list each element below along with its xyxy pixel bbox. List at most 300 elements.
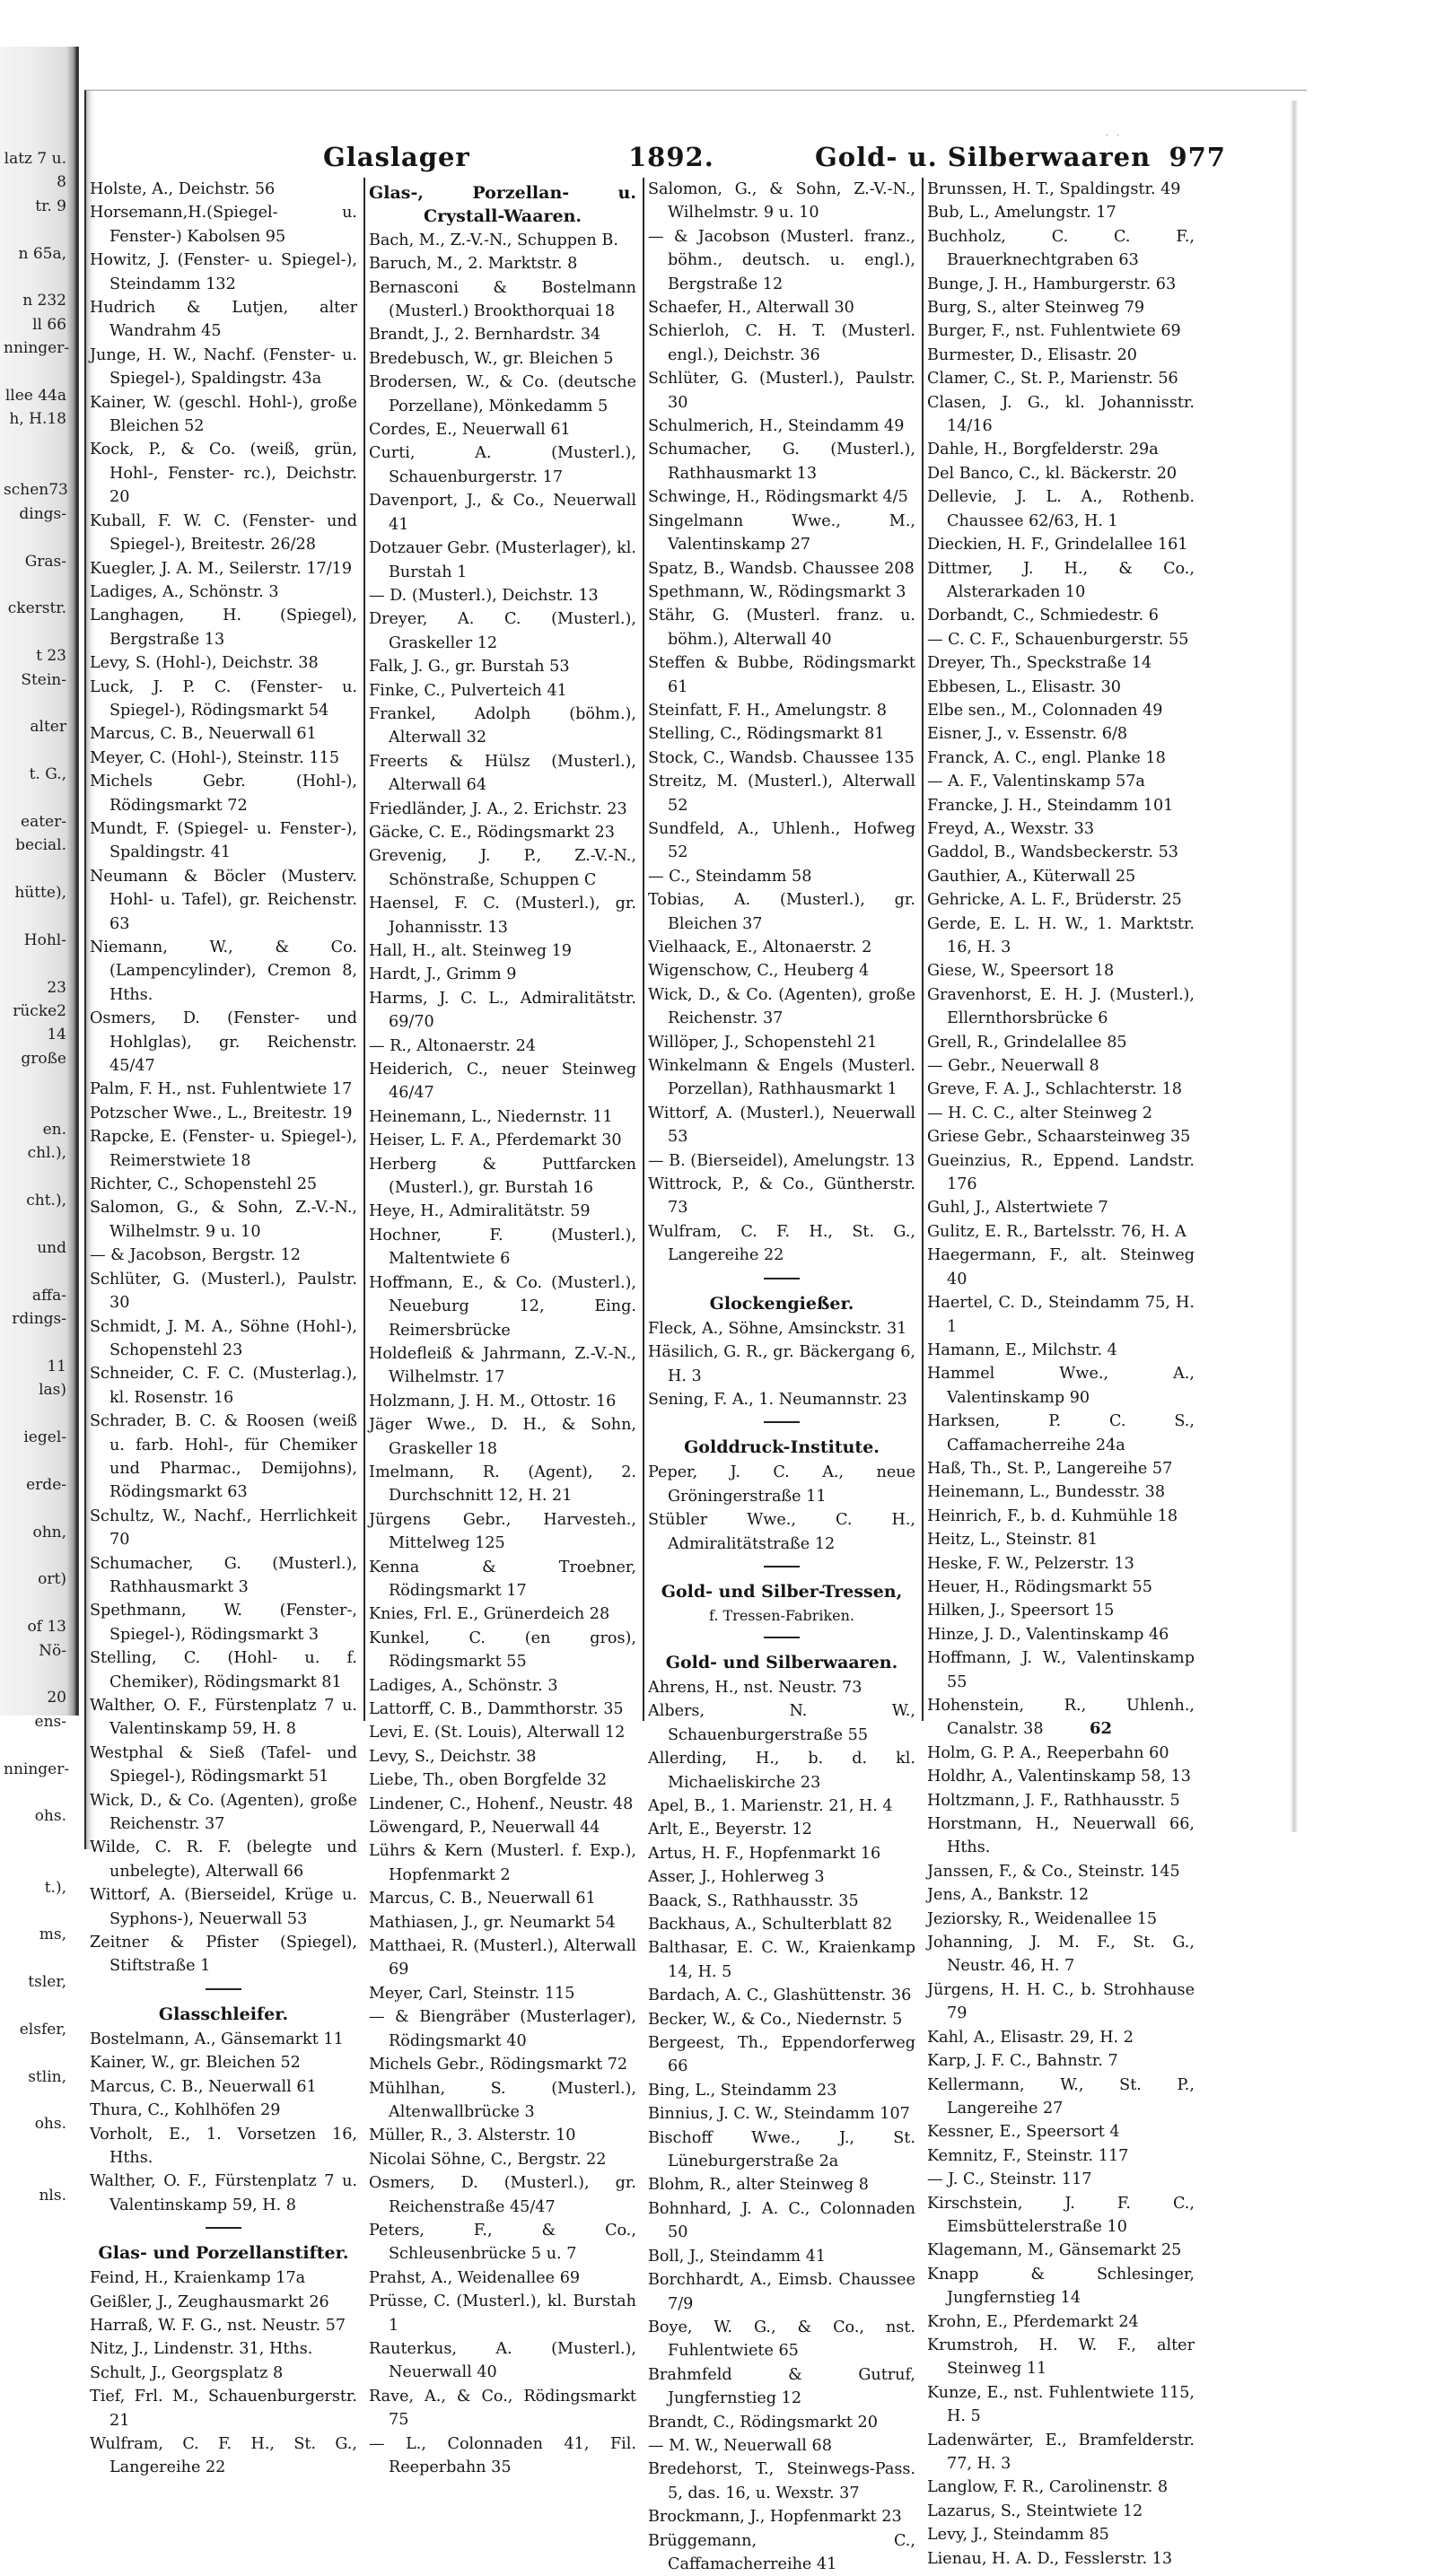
directory-entry: Rapcke, E. (Fenster- u. Spiegel-), Reimerstwiete 18 xyxy=(90,1128,357,1170)
directory-entry: Hoffmann, J. W., Valentinskamp 55 xyxy=(927,1649,1195,1691)
directory-entry: Lazarus, S., Steintwiete 12 xyxy=(927,2502,1143,2520)
directory-entry: Wick, D., & Co. (Agenten), große Reichenstr. 37 xyxy=(90,1791,357,1834)
directory-entry: Holste, A., Deichstr. 56 xyxy=(90,180,276,198)
listing-columns xyxy=(90,178,1203,2573)
directory-entry: Boll, J., Steindamm 41 xyxy=(648,2247,827,2266)
directory-entry: Hinze, J. D., Valentinskamp 46 xyxy=(927,1625,1169,1644)
spine-fragment xyxy=(4,858,66,881)
spine-fragment xyxy=(4,266,66,289)
spine-fragment: ohn, xyxy=(32,1523,66,1541)
directory-entry: Gehricke, A. L. F., Brüderstr. 25 xyxy=(927,891,1182,910)
directory-entry: Grell, R., Grindelallee 85 xyxy=(927,1033,1127,1052)
directory-entry: Dreyer, A. C. (Musterl.), Graskeller 12 xyxy=(369,610,636,652)
directory-entry: Horstmann, H., Neuerwall 66, Hths. xyxy=(927,1815,1195,1857)
directory-entry: Hoffmann, E., & Co. (Musterl.), Neueburg 12, Eing. Reimersbrücke xyxy=(369,1273,636,1340)
spine-fragment xyxy=(4,218,66,241)
directory-entry: Löwengard, P., Neuerwall 44 xyxy=(369,1819,600,1838)
directory-entry: Kuegler, J. A. M., Seilerstr. 17/19 xyxy=(90,559,353,578)
column-3 xyxy=(648,178,915,2573)
directory-entry: Kirschstein, J. F. C., Eimsbüttelerstraße 10 xyxy=(927,2194,1195,2236)
directory-entry: Karp, J. F. C., Bahnstr. 7 xyxy=(927,2052,1118,2071)
spine-fragment xyxy=(4,455,66,478)
directory-entry: Jürgens, H. H. C., b. Strohhause 79 xyxy=(927,1980,1195,2023)
directory-entry: Howitz, J. (Fenster- u. Spiegel-), Steindamm 132 xyxy=(90,251,357,293)
directory-entry: Heinrich, F., b. d. Kuhmühle 18 xyxy=(927,1506,1178,1525)
directory-entry: Freyd, A., Wexstr. 33 xyxy=(927,819,1095,838)
directory-entry: Asser, J., Hohlerweg 3 xyxy=(648,1868,825,1887)
column-rule xyxy=(643,178,644,1721)
directory-entry: Hardt, J., Grimm 9 xyxy=(369,965,517,984)
directory-entry: — C., Steindamm 58 xyxy=(648,867,812,886)
spine-fragment: ms, xyxy=(39,1925,66,1944)
spine-fragment: schen73 xyxy=(4,481,68,500)
directory-entry: Brüggemann, C., Caffamacherreihe 41 xyxy=(648,2531,915,2573)
directory-entry: Albers, N. W., Schauenburgerstraße 55 xyxy=(648,1702,915,1744)
directory-entry: Meyer, Carl, Steinstr. 115 xyxy=(369,1984,575,2003)
directory-entry: Stelling, C. (Hohl- u. f. Chemiker), Rödingsmarkt 81 xyxy=(90,1649,357,1691)
spine-fragment xyxy=(4,1070,66,1094)
directory-entry: Potzscher Wwe., L., Breitestr. 19 xyxy=(90,1104,353,1122)
directory-entry: — B. (Bierseidel), Amelungstr. 13 xyxy=(648,1151,915,1170)
section-heading: Gold- und Silber-Tressen, xyxy=(661,1581,903,1602)
spine-fragment: 14 xyxy=(47,1026,66,1044)
directory-entry: Lattorff, C. B., Dammthorstr. 35 xyxy=(369,1700,624,1718)
directory-entry: Dieckien, H. F., Grindelallee 161 xyxy=(927,536,1188,554)
directory-entry: Krohn, E., Pferdemarkt 24 xyxy=(927,2312,1139,2331)
directory-entry: Jeziorsky, R., Weidenallee 15 xyxy=(927,1909,1158,1928)
directory-entry: Harms, J. C. L., Admiralitätstr. 69/70 xyxy=(369,989,636,1032)
print-specks: · · xyxy=(1106,131,1123,141)
directory-entry: Michels Gebr., Rödingsmarkt 72 xyxy=(369,2056,628,2074)
section-heading: Glasschleifer. xyxy=(158,2004,289,2024)
directory-entry: Mühlhan, S. (Musterl.), Altenwallbrücke 3 xyxy=(369,2079,636,2121)
directory-entry: Freerts & Hülsz (Musterl.), Alterwall 64 xyxy=(369,752,636,795)
directory-entry: Levy, S., Deichstr. 38 xyxy=(369,1747,537,1766)
directory-entry: Rave, A., & Co., Rödingsmarkt 75 xyxy=(369,2387,636,2430)
spine-fragment: und xyxy=(37,1238,66,1257)
spine-fragment: 8 xyxy=(57,173,66,192)
spine-fragment: Stein- xyxy=(21,670,66,689)
spine-fragment xyxy=(4,1994,66,2017)
directory-entry: Davenport, J., & Co., Neuerwall 41 xyxy=(369,492,636,534)
spine-fragment xyxy=(4,1544,66,1567)
spine-fragment: 23 xyxy=(47,978,66,997)
section-heading: Glas-, Porzellan- u. Crystall-Waaren. xyxy=(369,183,636,227)
directory-entry: Michels Gebr. (Hohl-), Rödingsmarkt 72 xyxy=(90,773,357,815)
spine-fragment xyxy=(4,692,66,715)
section-separator xyxy=(764,1637,800,1638)
header-right-category: Gold- u. Silberwaaren xyxy=(815,142,1151,172)
directory-entry: Hall, H., alt. Steinweg 19 xyxy=(369,942,572,960)
spine-fragment: nninger- xyxy=(4,1760,70,1778)
directory-entry: Holdefleiß & Jahrmann, Z.-V.-N., Wilhelmstr. 17 xyxy=(369,1344,636,1387)
spine-fragment xyxy=(4,1852,66,1875)
directory-entry: Marcus, C. B., Neuerwall 61 xyxy=(90,2077,317,2096)
directory-entry: Hilken, J., Speersort 15 xyxy=(927,1602,1115,1620)
spine-fragment xyxy=(4,2207,66,2231)
directory-entry: Bardach, A. C., Glashüttenstr. 36 xyxy=(648,1987,912,2005)
spine-fragment: Gras- xyxy=(24,552,66,571)
directory-entry: Levy, S. (Hohl-), Deichstr. 38 xyxy=(90,654,319,673)
spine-fragment: elsfer, xyxy=(19,2020,66,2039)
directory-entry: Stelling, C., Rödingsmarkt 81 xyxy=(648,725,885,744)
directory-entry: Arlt, E., Beyerstr. 12 xyxy=(648,1821,812,1839)
spine-fragment: 11 xyxy=(47,1357,66,1375)
spine-fragment: n 232 xyxy=(22,292,66,310)
directory-entry: Allerding, H., b. d. kl. Michaeliskirche 23 xyxy=(648,1750,915,1792)
directory-entry: Heinemann, L., Bundesstr. 38 xyxy=(927,1483,1166,1502)
directory-entry: Wulfram, C. F. H., St. G., Langereihe 22 xyxy=(648,1222,915,1265)
directory-entry: Palm, F. H., nst. Fuhlentwiete 17 xyxy=(90,1080,353,1099)
directory-entry: Kainer, W. (geschl. Hohl-), große Bleichen 52 xyxy=(90,393,357,436)
directory-entry: Dittmer, J. H., & Co., Alsterarkaden 10 xyxy=(927,559,1195,601)
section-subheading: f. Tressen-Fabriken. xyxy=(708,1606,855,1624)
directory-entry: Gauthier, A., Küterwall 25 xyxy=(927,867,1136,886)
section-separator xyxy=(206,2227,241,2229)
spine-fragment xyxy=(4,1592,66,1615)
spine-fragment: cht.), xyxy=(26,1192,66,1210)
spine-fragment: rücke2 xyxy=(13,1002,66,1021)
spine-fragment: las) xyxy=(39,1381,66,1400)
directory-entry: — M. W., Neuerwall 68 xyxy=(648,2436,832,2455)
directory-entry: Klagemann, M., Gänsemarkt 25 xyxy=(927,2241,1182,2260)
directory-entry: Ladenwärter, E., Bramfelderstr. 77, H. 3 xyxy=(927,2431,1195,2473)
section-separator xyxy=(764,1421,800,1423)
spine-fragment xyxy=(4,526,66,549)
spine-fragment: ll 66 xyxy=(32,315,66,334)
directory-entry: Burmester, D., Elisastr. 20 xyxy=(927,345,1137,364)
directory-entry: Marcus, C. B., Neuerwall 61 xyxy=(369,1890,596,1908)
directory-entry: — R., Altonaerstr. 24 xyxy=(369,1036,536,1055)
directory-entry: Fleck, A., Söhne, Amsinckstr. 31 xyxy=(648,1319,907,1338)
directory-entry: Rauterkus, A. (Musterl.), Neuerwall 40 xyxy=(369,2339,636,2382)
directory-entry: Bohnhard, J. A. C., Colonnaden 50 xyxy=(648,2199,915,2242)
directory-entry: Janssen, F., & Co., Steinstr. 145 xyxy=(927,1862,1180,1881)
directory-entry: Heye, H., Admiralitätstr. 59 xyxy=(369,1202,591,1221)
spine-fragment xyxy=(4,1947,66,1970)
directory-entry: Kessner, E., Speersort 4 xyxy=(927,2123,1120,2142)
directory-entry: Mundt, F. (Spiegel- u. Fenster-), Spaldingstr. 41 xyxy=(90,819,357,862)
directory-entry: Jürgens Gebr., Harvesteh., Mittelweg 125 xyxy=(369,1510,636,1553)
directory-entry: Kahl, A., Elisastr. 29, H. 2 xyxy=(927,2028,1134,2047)
directory-entry: Haertel, C. D., Steindamm 75, H. 1 xyxy=(927,1294,1195,1336)
directory-entry: Geißler, J., Zeughausmarkt 26 xyxy=(90,2292,329,2311)
directory-entry: Schneider, C. F. C. (Musterlag.), kl. Rosenstr. 16 xyxy=(90,1365,357,1407)
directory-entry: Kuball, F. W. C. (Fenster- und Spiegel-), Breitestr. 26/28 xyxy=(90,511,357,554)
spine-fragment xyxy=(4,1449,66,1472)
directory-entry: Müller, R., 3. Alsterstr. 10 xyxy=(369,2126,576,2145)
directory-entry: Falk, J. G., gr. Burstah 53 xyxy=(369,658,570,677)
spine-text-fragments xyxy=(4,147,70,2231)
directory-entry: Guhl, J., Alstertwiete 7 xyxy=(927,1199,1108,1218)
directory-entry: Blohm, R., alter Steinweg 8 xyxy=(648,2176,869,2195)
spine-fragment: iegel- xyxy=(23,1428,66,1447)
column-rule xyxy=(363,178,365,1721)
spine-fragment: nninger- xyxy=(4,339,70,358)
book-spine-left-page xyxy=(0,47,79,2205)
directory-entry: — L., Colonnaden 41, Fil. Reeperbahn 35 xyxy=(369,2434,636,2476)
directory-entry: Spethmann, W., Rödingsmarkt 3 xyxy=(648,582,906,601)
spine-fragment xyxy=(4,2089,66,2112)
directory-entry: Holzmann, J. H. M., Ottostr. 16 xyxy=(369,1392,617,1410)
directory-entry: Hammel Wwe., A., Valentinskamp 90 xyxy=(927,1365,1195,1407)
directory-entry: Holdhr, A., Valentinskamp 58, 13 xyxy=(927,1768,1191,1786)
spine-fragment: ort) xyxy=(38,1570,66,1589)
directory-entry: Kellermann, W., St. P., Langereihe 27 xyxy=(927,2075,1195,2118)
spine-fragment: t 23 xyxy=(36,647,66,666)
directory-entry: Stähr, G. (Musterl. franz. u. böhm.), Alterwall 40 xyxy=(648,607,915,649)
spine-fragment xyxy=(4,1899,66,1923)
spine-fragment: en. xyxy=(42,1121,66,1140)
spine-fragment xyxy=(4,1166,66,1189)
directory-entry: Harraß, W. F. G., nst. Neustr. 57 xyxy=(90,2316,346,2335)
directory-entry: Liebe, Th., oben Borgfelde 32 xyxy=(369,1771,608,1790)
header-year: 1892. xyxy=(628,142,714,172)
directory-entry: Bach, M., Z.-V.-N., Schuppen B. xyxy=(369,231,618,249)
spine-fragment: rdings- xyxy=(12,1310,66,1329)
directory-entry: Becker, W., & Co., Niedernstr. 5 xyxy=(648,2010,903,2029)
section-separator xyxy=(206,1988,241,1990)
column-4 xyxy=(927,178,1195,2568)
directory-entry: Kemnitz, F., Steinstr. 117 xyxy=(927,2146,1129,2165)
directory-entry: Johanning, J. M. F., St. G., Neustr. 46, H. 7 xyxy=(927,1934,1195,1976)
spine-fragment: affa- xyxy=(31,1286,66,1305)
directory-entry: Bredehorst, T., Steinwegs-Pass. 5, das. 16, u. Wexstr. 37 xyxy=(648,2460,915,2502)
directory-entry: Junge, H. W., Nachf. (Fenster- u. Spiegel-), Spaldingstr. 43a xyxy=(90,345,357,389)
directory-entry: Nitz, J., Lindenstr. 31, Hths. xyxy=(90,2340,313,2359)
directory-entry: Gulitz, E. R., Bartelsstr. 76, H. A xyxy=(927,1222,1186,1241)
directory-entry: Gerde, E. L. H. W., 1. Marktstr. 16, H. 3 xyxy=(927,914,1195,956)
directory-entry: Vorholt, E., 1. Vorsetzen 16, Hths. xyxy=(90,2125,357,2167)
directory-entry: Heinemann, L., Niedernstr. 11 xyxy=(369,1107,613,1126)
directory-entry: Schumacher, G. (Musterl.), Rathhausmarkt 3 xyxy=(90,1554,357,1596)
spine-fragment: Hohl- xyxy=(23,930,66,949)
directory-entry: Dotzauer Gebr. (Musterlager), kl. Burstah 1 xyxy=(369,539,636,581)
spine-fragment: t.), xyxy=(44,1878,66,1897)
directory-entry: Kunze, E., nst. Fuhlentwiete 115, H. 5 xyxy=(927,2383,1195,2426)
directory-entry: Westphal & Sieß (Tafel- und Spiegel-), Rödingsmarkt 51 xyxy=(90,1743,357,1786)
spine-fragment xyxy=(4,2041,66,2065)
directory-entry: Jäger Wwe., D. H., & Sohn, Graskeller 18 xyxy=(369,1416,636,1458)
spine-fragment: große xyxy=(21,1049,66,1068)
directory-entry: Schwinge, H., Rödingsmarkt 4/5 xyxy=(648,488,908,507)
directory-entry: Bunge, J. H., Hamburgerstr. 63 xyxy=(927,275,1177,293)
section-heading: Golddruck-Institute. xyxy=(684,1437,880,1458)
spine-fragment xyxy=(4,787,66,810)
directory-entry: Artus, H. F., Hopfenmarkt 16 xyxy=(648,1844,881,1863)
directory-entry: Friedländer, J. A., 2. Erichstr. 23 xyxy=(369,799,627,818)
directory-entry: Spethmann, W. (Fenster-, Spiegel-), Rödingsmarkt 3 xyxy=(90,1602,357,1644)
directory-entry: Meyer, C. (Hohl-), Steinstr. 115 xyxy=(90,748,340,767)
spine-fragment xyxy=(4,1260,66,1283)
directory-entry: Schumacher, G. (Musterl.), Rathhausmarkt 13 xyxy=(648,441,915,483)
directory-entry: Neumann & Böcler (Musterv. Hohl- u. Tafel), gr. Reichenstr. 63 xyxy=(90,867,357,933)
spine-fragment: tsler, xyxy=(28,1973,66,1992)
running-header xyxy=(323,136,1226,174)
directory-entry: Dorbandt, C., Schmiedestr. 6 xyxy=(927,607,1159,625)
page-number: 977 xyxy=(1169,142,1226,172)
directory-entry: Zeitner & Pfister (Spiegel), Stiftstraße 1 xyxy=(90,1934,357,1976)
spine-fragment xyxy=(4,2136,66,2160)
directory-entry: Borchhardt, A., Eimsb. Chaussee 7/9 xyxy=(648,2271,915,2313)
spine-fragment xyxy=(4,1829,66,1852)
directory-entry: Langhagen, H. (Spiegel), Bergstraße 13 xyxy=(90,607,357,649)
directory-entry: Greve, F. A. J., Schlachterstr. 18 xyxy=(927,1080,1182,1099)
spine-fragment xyxy=(4,621,66,644)
directory-entry: Heske, F. W., Pelzerstr. 13 xyxy=(927,1554,1134,1573)
section-heading: Gold- und Silberwaaren. xyxy=(665,1652,898,1672)
spine-fragment: chl.), xyxy=(27,1144,66,1163)
directory-entry: Krumstroh, H. W. F., alter Steinweg 11 xyxy=(927,2336,1195,2379)
directory-entry: Wittrock, P., & Co., Güntherstr. 73 xyxy=(648,1175,915,1218)
spine-fragment: hütte), xyxy=(14,884,66,903)
spine-fragment: n 65a, xyxy=(18,244,66,263)
directory-entry: Winkelmann & Engels (Musterl. Porzellan), Rathhausmarkt 1 xyxy=(648,1057,915,1099)
directory-entry: Schierloh, C. H. T. (Musterl. engl.), Deichstr. 36 xyxy=(648,322,915,364)
directory-entry: Niemann, W., & Co. (Lampencylinder), Cremon 8, Hths. xyxy=(90,939,357,1004)
directory-entry: — & Jacobson (Musterl. franz., böhm., deutsch. u. engl.), Bergstraße 12 xyxy=(648,227,915,293)
directory-entry: Haegermann, F., alt. Steinweg 40 xyxy=(927,1246,1195,1288)
spine-fragment: nls. xyxy=(39,2186,66,2205)
directory-entry: Wulfram, C. F. H., St. G., Langereihe 22 xyxy=(90,2434,357,2477)
directory-entry: — & Jacobson, Bergstr. 12 xyxy=(90,1246,301,1265)
directory-entry: Eisner, J., v. Essenstr. 6/8 xyxy=(927,725,1128,744)
directory-entry: Ladiges, A., Schönstr. 3 xyxy=(369,1676,558,1695)
directory-entry: Harksen, P. C. S., Caffamacherreihe 24a xyxy=(927,1412,1195,1454)
directory-entry: Baack, S., Rathhausstr. 35 xyxy=(648,1891,859,1910)
directory-entry: Stübler Wwe., C. H., Admiralitätstraße 12 xyxy=(648,1511,915,1553)
directory-entry: Schmidt, J. M. A., Söhne (Hohl-), Schopenstehl 23 xyxy=(90,1317,357,1359)
spine-fragment xyxy=(4,1332,66,1355)
column-rule xyxy=(922,178,924,1721)
section-separator xyxy=(764,1278,800,1279)
spine-fragment: llee 44a xyxy=(4,386,66,405)
directory-entry: Schult, J., Georgsplatz 8 xyxy=(90,2363,284,2382)
directory-entry: Haß, Th., St. P., Langereihe 57 xyxy=(927,1459,1173,1478)
directory-entry: Schaefer, H., Alterwall 30 xyxy=(648,299,854,318)
directory-entry: Wilde, C. R. F. (belegte und unbelegte), Alterwall 66 xyxy=(90,1838,357,1881)
directory-entry: Hudrich & Lutjen, alter Wandrahm 45 xyxy=(90,299,357,341)
directory-entry: Lindener, C., Hohenf., Neustr. 48 xyxy=(369,1794,634,1813)
section-separator xyxy=(764,1566,800,1567)
section-heading: Glockengießer. xyxy=(709,1293,854,1314)
spine-fragment xyxy=(4,739,66,763)
directory-entry: Knies, Frl. E., Grünerdeich 28 xyxy=(369,1605,610,1624)
page-edge xyxy=(1291,100,1298,1832)
directory-entry: Stock, C., Wandsb. Chaussee 135 xyxy=(648,748,915,767)
directory-entry: Prüsse, C. (Musterl.), kl. Burstah 1 xyxy=(369,2292,636,2335)
directory-entry: Brandt, J., 2. Bernhardstr. 34 xyxy=(369,326,601,345)
spine-fragment: alter xyxy=(30,718,66,737)
directory-entry: Schulmerich, H., Steindamm 49 xyxy=(648,417,905,436)
directory-entry: Prahst, A., Weidenallee 69 xyxy=(369,2268,581,2287)
directory-entry: Imelmann, R. (Agent), 2. Durchschnitt 12, H. 21 xyxy=(369,1463,636,1506)
directory-entry: Gravenhorst, E. H. J. (Musterl.), Ellernthorsbrücke 6 xyxy=(927,985,1195,1028)
directory-entry: — Gebr., Neuerwall 8 xyxy=(927,1057,1099,1076)
directory-entry: Jens, A., Bankstr. 12 xyxy=(927,1886,1090,1905)
directory-entry: Levy, J., Steindamm 85 xyxy=(927,2526,1109,2545)
directory-entry: Bredebusch, W., gr. Bleichen 5 xyxy=(369,349,614,368)
directory-entry: Bernasconi & Bostelmann (Musterl.) Brookthorquai 18 xyxy=(369,278,636,321)
directory-entry: Vielhaack, E., Altonaerstr. 2 xyxy=(648,939,872,956)
directory-entry: Balthasar, E. C. W., Kraienkamp 14, H. 5 xyxy=(648,1939,915,1981)
directory-entry: Heiser, L. F. A., Pferdemarkt 30 xyxy=(369,1131,622,1150)
directory-entry: Langlow, F. R., Carolinenstr. 8 xyxy=(927,2478,1169,2497)
directory-entry: Bergeest, Th., Eppendorferweg 66 xyxy=(648,2034,915,2076)
directory-entry: Ebbesen, L., Elisastr. 30 xyxy=(927,677,1121,696)
directory-entry: Steinfatt, F. H., Amelungstr. 8 xyxy=(648,701,887,720)
directory-entry: Salomon, G., & Sohn, Z.-V.-N., Wilhelmstr. 9 u. 10 xyxy=(90,1199,357,1241)
directory-entry: Burger, F., nst. Fuhlentwiete 69 xyxy=(927,322,1181,341)
spine-fragment xyxy=(4,1402,66,1426)
directory-entry: Elbe sen., M., Colonnaden 49 xyxy=(927,701,1163,720)
directory-entry: Brockmann, J., Hopfenmarkt 23 xyxy=(648,2508,902,2527)
directory-entry: Dahle, H., Borgfelderstr. 29a xyxy=(927,441,1159,459)
directory-entry: Steffen & Bubbe, Rödingsmarkt 61 xyxy=(648,654,915,696)
directory-entry: Del Banco, C., kl. Bäckerstr. 20 xyxy=(927,464,1178,483)
spine-fragment: eater- xyxy=(21,812,66,831)
spine-fragment: tr. 9 xyxy=(35,196,66,215)
directory-entry: Wittorf, A. (Bierseidel, Krüge u. Syphons-), Neuerwall 53 xyxy=(90,1886,357,1928)
directory-entry: Richter, C., Schopenstehl 25 xyxy=(90,1175,318,1194)
spine-fragment xyxy=(4,573,66,597)
directory-entry: Wick, D., & Co. (Agenten), große Reichenstr. 37 xyxy=(648,985,915,1028)
directory-entry: Buchholz, C. C. F., Brauerknechtgraben 63 xyxy=(927,227,1195,270)
directory-entry: Bub, L., Amelungstr. 17 xyxy=(927,204,1116,223)
directory-entry: Schultz, W., Nachf., Herrlichkeit 70 xyxy=(90,1506,357,1550)
spine-fragment: 20 xyxy=(47,1689,66,1707)
directory-entry: Gäcke, C. E., Rödingsmarkt 23 xyxy=(369,823,615,842)
spine-fragment: Nö- xyxy=(39,1641,66,1660)
directory-entry: Walther, O. F., Fürstenplatz 7 u. Valentinskamp 59, H. 8 xyxy=(90,2172,357,2214)
directory-entry: Brandt, C., Rödingsmarkt 20 xyxy=(648,2413,878,2432)
directory-entry: Schlüter, G. (Musterl.), Paulstr. 30 xyxy=(90,1270,357,1313)
spine-fragment xyxy=(4,432,66,455)
directory-entry: Ahrens, H., nst. Neustr. 73 xyxy=(648,1678,862,1697)
directory-entry: Kunkel, C. (en gros), Rödingsmarkt 55 xyxy=(369,1629,636,1672)
directory-entry: Kenna & Troebner, Rödingsmarkt 17 xyxy=(369,1558,636,1600)
directory-entry: Levi, E. (St. Louis), Alterwall 12 xyxy=(369,1724,626,1742)
directory-entry: Peper, J. C. A., neue Gröningerstraße 11 xyxy=(648,1463,915,1506)
directory-entry: Sundfeld, A., Uhlenh., Hofweg 52 xyxy=(648,819,915,862)
directory-entry: Gaddol, B., Wandsbeckerstr. 53 xyxy=(927,843,1179,862)
directory-entry: Thura, C., Kohlhöfen 29 xyxy=(90,2101,281,2120)
directory-entry: Grevenig, J. P., Z.-V.-N., Schönstraße, Schuppen C xyxy=(369,847,636,889)
spine-fragment xyxy=(4,1497,66,1520)
directory-entry: Clamer, C., St. P., Marienstr. 56 xyxy=(927,370,1178,389)
directory-entry: Gueinzius, R., Eppend. Landstr. 176 xyxy=(927,1151,1195,1194)
directory-entry: Knapp & Schlesinger, Jungfernstieg 14 xyxy=(927,2265,1195,2308)
spine-fragment: becial. xyxy=(15,836,66,855)
directory-entry: — A. F., Valentinskamp 57a xyxy=(927,773,1145,791)
directory-entry: Bischoff Wwe., J., St. Lüneburgerstraße 2a xyxy=(648,2128,915,2171)
directory-entry: Luck, J. P. C. (Fenster- u. Spiegel-), Rödingsmarkt 54 xyxy=(90,677,357,720)
directory-entry: Bostelmann, A., Gänsemarkt 11 xyxy=(90,2030,344,2048)
directory-entry: Holm, G. P. A., Reeperbahn 60 xyxy=(927,1743,1169,1762)
directory-entry: — D. (Musterl.), Deichstr. 13 xyxy=(369,586,599,605)
directory-entry: Herberg & Puttfarcken (Musterl.), gr. Burstah 16 xyxy=(369,1155,636,1198)
directory-entry: Giese, W., Speersort 18 xyxy=(927,962,1115,981)
directory-entry: Lienau, H. A. D., Fesslerstr. 13 xyxy=(927,2549,1173,2568)
directory-entry: Kock, P., & Co. (weiß, grün, Hohl-, Fenster- rc.), Deichstr. 20 xyxy=(90,441,357,507)
directory-entry: Wigenschow, C., Heuberg 4 xyxy=(648,962,870,981)
directory-entry: Horsemann,H.(Spiegel- u. Fenster-) Kabolsen 95 xyxy=(90,204,357,246)
directory-entry: Streitz, M. (Musterl.), Alterwall 52 xyxy=(648,773,915,815)
directory-entry: Heuer, H., Rödingsmarkt 55 xyxy=(927,1577,1152,1596)
directory-entry: Sening, F. A., 1. Neumannstr. 23 xyxy=(648,1390,907,1409)
directory-entry: Haensel, F. C. (Musterl.), gr. Johannisstr. 13 xyxy=(369,895,636,937)
directory-entry: Dreyer, Th., Speckstraße 14 xyxy=(927,654,1152,673)
